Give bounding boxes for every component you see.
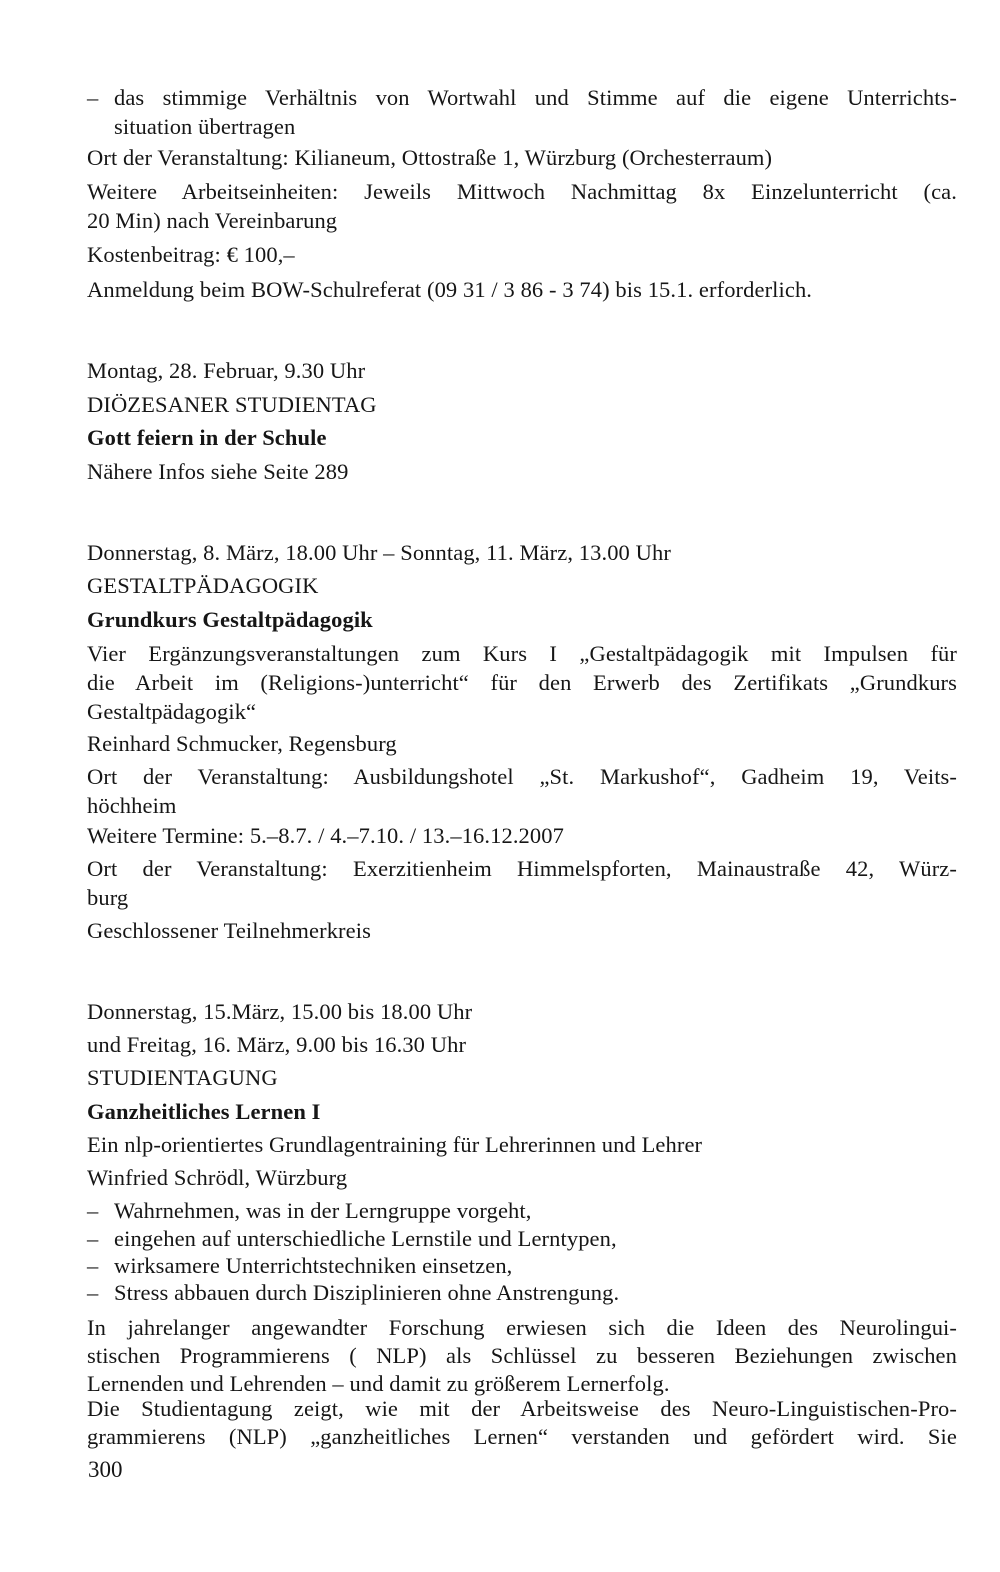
event2-closed-group: Geschlossener Teilnehmerkreis [87, 918, 371, 943]
bullet-dash: – [87, 85, 99, 110]
event2-venue-line-1: Ort der Veranstaltung: Ausbildungshotel „St. Markushof“, Gadheim 19, Veits- [87, 764, 957, 789]
event3-date-line-2: und Freitag, 16. März, 9.00 bis 16.30 Uhr [87, 1032, 467, 1057]
event3-bullet: eingehen auf unterschiedliche Lernstile und Lerntypen, [114, 1226, 617, 1251]
event1-info: Nähere Infos siehe Seite 289 [87, 459, 349, 484]
event2-title: Grundkurs Gestaltpädagogik [87, 607, 373, 632]
bullet-dash: – [87, 1226, 99, 1251]
intro-venue: Ort der Veranstaltung: Kilianeum, Ottostraße 1, Würzburg (Orchesterraum) [87, 145, 773, 170]
event3-bullet: Stress abbauen durch Disziplinieren ohne Anstrengung. [114, 1280, 620, 1305]
event2-desc-line-1: Vier Ergänzungsveranstaltungen zum Kurs I „Gestaltpädagogik mit Impulsen für [87, 641, 957, 666]
event3-bullet: Wahrnehmen, was in der Lerngruppe vorgeht, [114, 1198, 532, 1223]
event3-date-line-1: Donnerstag, 15.März, 15.00 bis 18.00 Uhr [87, 999, 473, 1024]
event1-category: DIÖZESANER STUDIENTAG [87, 392, 377, 417]
bullet-dash: – [87, 1198, 99, 1223]
event3-para1-line-3: Lernenden und Lehrenden – und damit zu größerem Lernerfolg. [87, 1371, 670, 1396]
page-number: 300 [88, 1457, 123, 1482]
event3-category: STUDIENTAGUNG [87, 1065, 278, 1090]
intro-units-line-2: 20 Min) nach Vereinbarung [87, 208, 338, 233]
event3-para1-line-2: stischen Programmierens ( NLP) als Schlüssel zu besseren Beziehungen zwischen [87, 1343, 957, 1368]
event2-more-dates: Weitere Termine: 5.–8.7. / 4.–7.10. / 13.–16.12.2007 [87, 823, 564, 848]
intro-registration: Anmeldung beim BOW-Schulreferat (09 31 / 3 86 - 3 74) bis 15.1. erforderlich. [87, 277, 813, 302]
event3-para2-line-1: Die Studientagung zeigt, wie mit der Arbeitsweise des Neuro-Linguistischen-Pro- [87, 1396, 957, 1421]
bullet-dash: – [87, 1253, 99, 1278]
event3-bullet: wirksamere Unterrichtstechniken einsetzen, [114, 1253, 513, 1278]
event2-speaker: Reinhard Schmucker, Regensburg [87, 731, 397, 756]
intro-bullet-line-1: das stimmige Verhältnis von Wortwahl und Stimme auf die eigene Unterrichts- [114, 85, 957, 110]
event3-speaker: Winfried Schrödl, Würzburg [87, 1165, 348, 1190]
event1-title: Gott feiern in der Schule [87, 425, 327, 450]
intro-units-line-1: Weitere Arbeitseinheiten: Jeweils Mittwoch Nachmittag 8x Einzelunterricht (ca. [87, 179, 957, 204]
bullet-dash: – [87, 1280, 99, 1305]
event3-subtitle: Ein nlp-orientiertes Grundlagentraining für Lehrerinnen und Lehrer [87, 1132, 703, 1157]
event3-para2-line-2: grammierens (NLP) „ganzheitliches Lernen“ verstanden und gefördert wird. Sie [87, 1424, 957, 1449]
intro-fee: Kostenbeitrag: € 100,– [87, 242, 295, 267]
event2-venue-line-2: höchheim [87, 793, 177, 818]
event2-category: GESTALTPÄDAGOGIK [87, 573, 319, 598]
event3-title: Ganzheitliches Lernen I [87, 1099, 321, 1124]
event2-desc-line-2: die Arbeit im (Religions-)unterricht“ für den Erwerb des Zertifikats „Grundkurs [87, 670, 957, 695]
event1-date: Montag, 28. Februar, 9.30 Uhr [87, 358, 366, 383]
event3-para1-line-1: In jahrelanger angewandter Forschung erwiesen sich die Ideen des Neurolingui- [87, 1315, 957, 1340]
event2-venue2-line-2: burg [87, 885, 129, 910]
event2-date: Donnerstag, 8. März, 18.00 Uhr – Sonntag, 11. März, 13.00 Uhr [87, 540, 671, 565]
event2-venue2-line-1: Ort der Veranstaltung: Exerzitienheim Himmelspforten, Mainaustraße 42, Würz- [87, 856, 957, 881]
intro-bullet-line-2: situation übertragen [114, 114, 296, 139]
event2-desc-line-3: Gestaltpädagogik“ [87, 699, 257, 724]
